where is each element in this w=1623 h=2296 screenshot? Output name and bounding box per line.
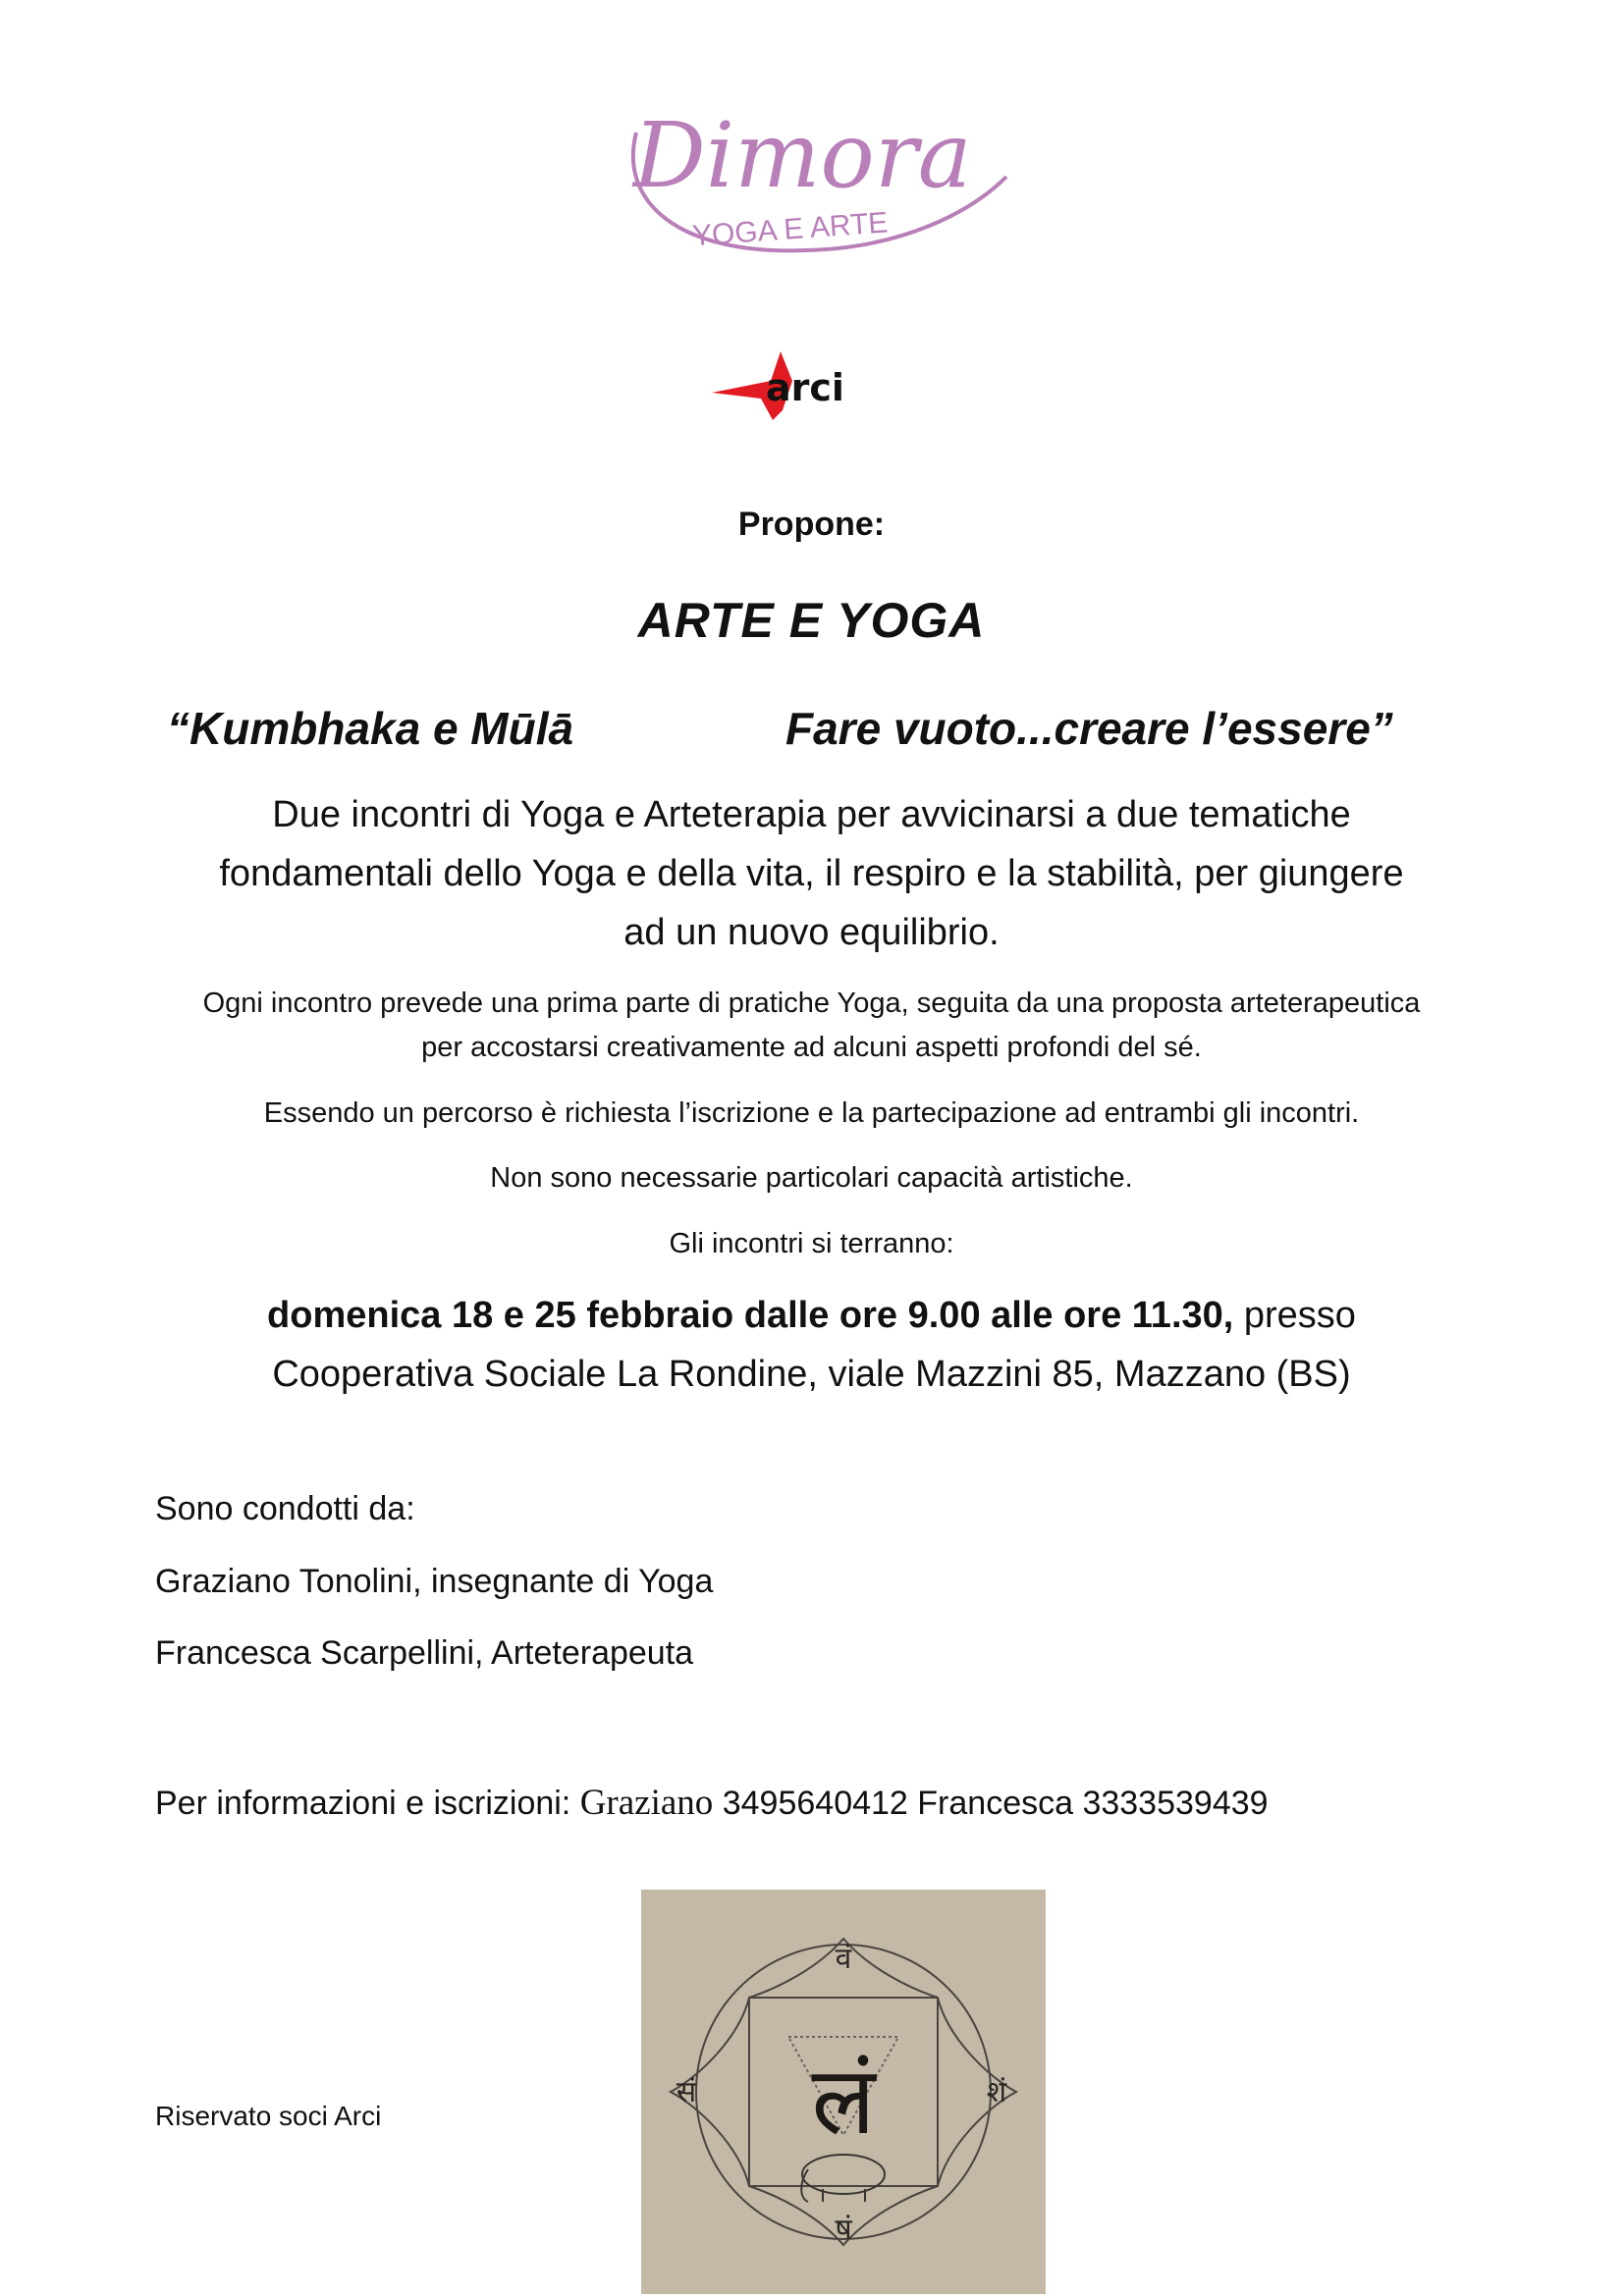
intro-text [0, 785, 1623, 962]
contact-name-1: Graziano [579, 1783, 714, 1823]
chakra-left-glyph: सं [676, 2075, 697, 2109]
paragraph-skills: Non sono necessarie particolari capacità artistiche. [490, 1162, 1133, 1194]
contact-label: Per informazioni e iscrizioni: [155, 1785, 580, 1822]
intro-line-2: fondamentali dello Yoga e della vita, il respiro e la stabilità, per giungere [219, 853, 1404, 894]
schedule-line [0, 1286, 1623, 1345]
propone-label: Propone: [737, 506, 886, 543]
subtitle-right: Fare vuoto...creare l’essere” [785, 703, 1393, 754]
dimora-logo-text: Dimora [633, 103, 972, 208]
contact-info [155, 1782, 1269, 1824]
schedule-location: Cooperativa Sociale La Rondine, viale Mazzini 85, Mazzano (BS) [272, 1354, 1351, 1395]
paragraph-practice-line-1: Ogni incontro prevede una prima parte di pratiche Yoga, seguita da una proposta arteterapeutica [202, 988, 1421, 1019]
paragraph-meetings: Gli incontri si terranno: [669, 1228, 954, 1259]
intro-line-1: Due incontri di Yoga e Arteterapia per avvicinarsi a due tematiche [272, 794, 1351, 835]
page-title: ARTE E YOGA [637, 593, 986, 648]
subtitle-left: “Kumbhaka e Mūlā [167, 703, 574, 754]
instructor-2: Francesca Scarpellini, Arteterapeuta [155, 1634, 694, 1672]
dimora-logo [619, 93, 1011, 265]
schedule-dates: domenica 18 e 25 febbraio dalle ore 9.00 alle ore 11.30, [267, 1295, 1234, 1336]
dimora-logo-subtext: YOGA E ARTE [691, 206, 890, 253]
chakra-bottom-glyph: षं [835, 2213, 852, 2247]
paragraph-enrollment: Essendo un percorso è richiesta l’iscrizione e la partecipazione ad entrambi gli incontri. [263, 1097, 1360, 1129]
schedule-presso: presso [1233, 1295, 1356, 1336]
paragraph-practice [0, 982, 1623, 1070]
schedule-block [0, 1286, 1623, 1404]
contact-phones: 3495640412 Francesca 3333539439 [713, 1785, 1269, 1822]
arci-logo-text: arci [766, 366, 844, 409]
chakra-center-glyph: लं [811, 2046, 876, 2156]
arci-logo [712, 351, 898, 420]
reserved-note: Riservato soci Arci [155, 2101, 382, 2131]
chakra-top-glyph: वं [835, 1942, 852, 1976]
intro-line-3: ad un nuovo equilibrio. [623, 912, 1000, 953]
chakra-image [641, 1890, 1046, 2294]
chakra-right-glyph: शं [986, 2075, 1007, 2109]
conducted-label: Sono condotti da: [155, 1490, 415, 1527]
paragraph-practice-line-2: per accostarsi creativamente ad alcuni aspetti profondi del sé. [421, 1032, 1202, 1063]
instructor-1: Graziano Tonolini, insegnante di Yoga [155, 1563, 714, 1600]
